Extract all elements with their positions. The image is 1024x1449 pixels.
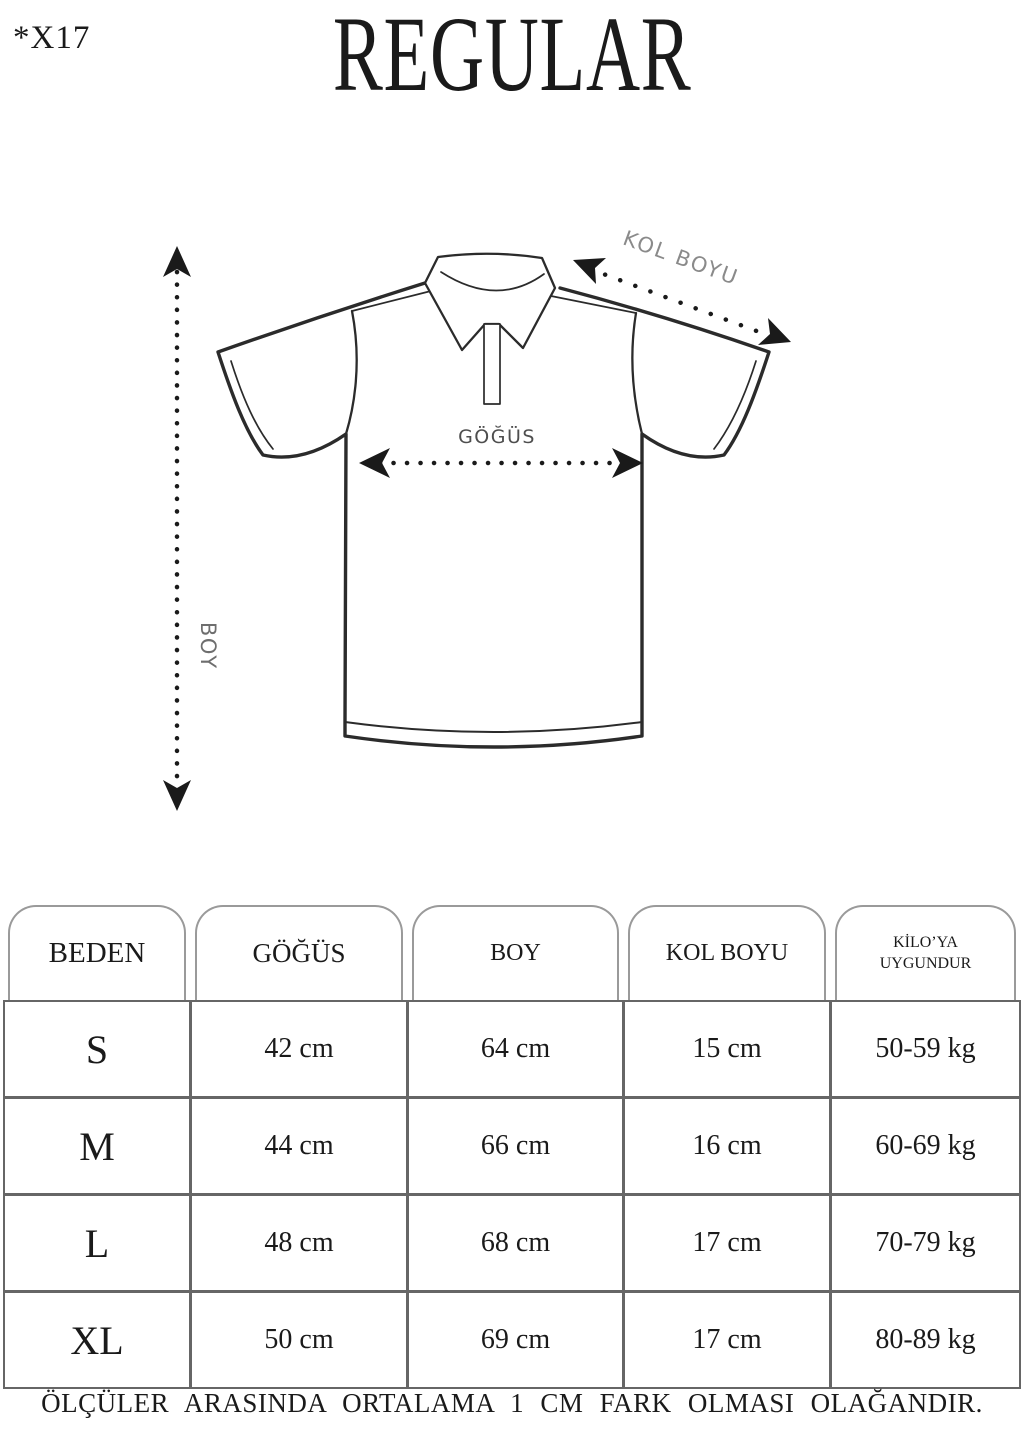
column-header-label: GÖĞÜS xyxy=(252,938,346,968)
tolerance-note: ÖLÇÜLER ARASINDA ORTALAMA 1 CM FARK OLMASI OLAĞANDIR. xyxy=(41,1388,983,1418)
column-header-label: BOY xyxy=(490,940,541,966)
column-header-label: BEDEN xyxy=(48,937,146,969)
shirt-outline xyxy=(218,283,769,747)
table-cell-chest: 50 cm xyxy=(192,1293,406,1387)
table-cell-size: M xyxy=(5,1099,189,1193)
shirt-collar-back-seam xyxy=(441,272,544,291)
table-cell-weight: 80-89 kg xyxy=(832,1293,1019,1387)
table-cell-sleeve: 17 cm xyxy=(625,1293,829,1387)
shirt-cuff-seam-right xyxy=(714,361,756,449)
table-cell-sleeve: 16 cm xyxy=(625,1099,829,1193)
table-cell-weight: 50-59 kg xyxy=(832,1002,1019,1096)
chest-arrow xyxy=(359,448,643,478)
table-cell-chest: 44 cm xyxy=(192,1099,406,1193)
column-header-kilo xyxy=(835,905,1016,1000)
page-title-wrap xyxy=(0,0,1024,114)
shirt-collar xyxy=(425,254,555,350)
table-cell-size: XL xyxy=(5,1293,189,1387)
table-cell-length: 64 cm xyxy=(409,1002,622,1096)
table-cell-size: S xyxy=(5,1002,189,1096)
table-cell-length: 69 cm xyxy=(409,1293,622,1387)
table-cell-length: 68 cm xyxy=(409,1196,622,1290)
page-title: REGULAR xyxy=(332,0,692,114)
shirt-hem-seam xyxy=(345,722,642,732)
column-header-beden xyxy=(8,905,186,1000)
length-label: BOY xyxy=(196,621,220,671)
table-cell-size: L xyxy=(5,1196,189,1290)
column-header-gogus xyxy=(195,905,403,1000)
table-cell-chest: 42 cm xyxy=(192,1002,406,1096)
shirt-cuff-seam-left xyxy=(231,361,273,449)
shirt-shoulder-seam-right xyxy=(551,296,636,313)
length-arrow xyxy=(163,246,191,811)
table-cell-sleeve: 15 cm xyxy=(625,1002,829,1096)
shirt-armhole-right xyxy=(632,313,642,434)
size-table-body xyxy=(3,1000,1021,1389)
chest-label: GÖĞÜS xyxy=(458,426,536,448)
table-cell-weight: 70-79 kg xyxy=(832,1196,1019,1290)
table-cell-weight: 60-69 kg xyxy=(832,1099,1019,1193)
column-header-kol-boyu xyxy=(628,905,826,1000)
size-table-header xyxy=(5,905,1019,1000)
sleeve-label: KOL BOYU xyxy=(619,226,743,290)
column-header-boy xyxy=(412,905,619,1000)
product-code: *X17 xyxy=(13,20,91,56)
table-cell-length: 66 cm xyxy=(409,1099,622,1193)
table-cell-sleeve: 17 cm xyxy=(625,1196,829,1290)
column-header-label: KOL BOYU xyxy=(665,940,789,966)
column-header-label: KİLO’YA UYGUNDUR xyxy=(879,933,972,972)
shirt-armhole-left xyxy=(346,311,357,434)
shirt-shoulder-seam-left xyxy=(352,291,431,311)
table-cell-chest: 48 cm xyxy=(192,1196,406,1290)
size-table xyxy=(3,905,1021,1389)
shirt-placket xyxy=(484,324,500,404)
